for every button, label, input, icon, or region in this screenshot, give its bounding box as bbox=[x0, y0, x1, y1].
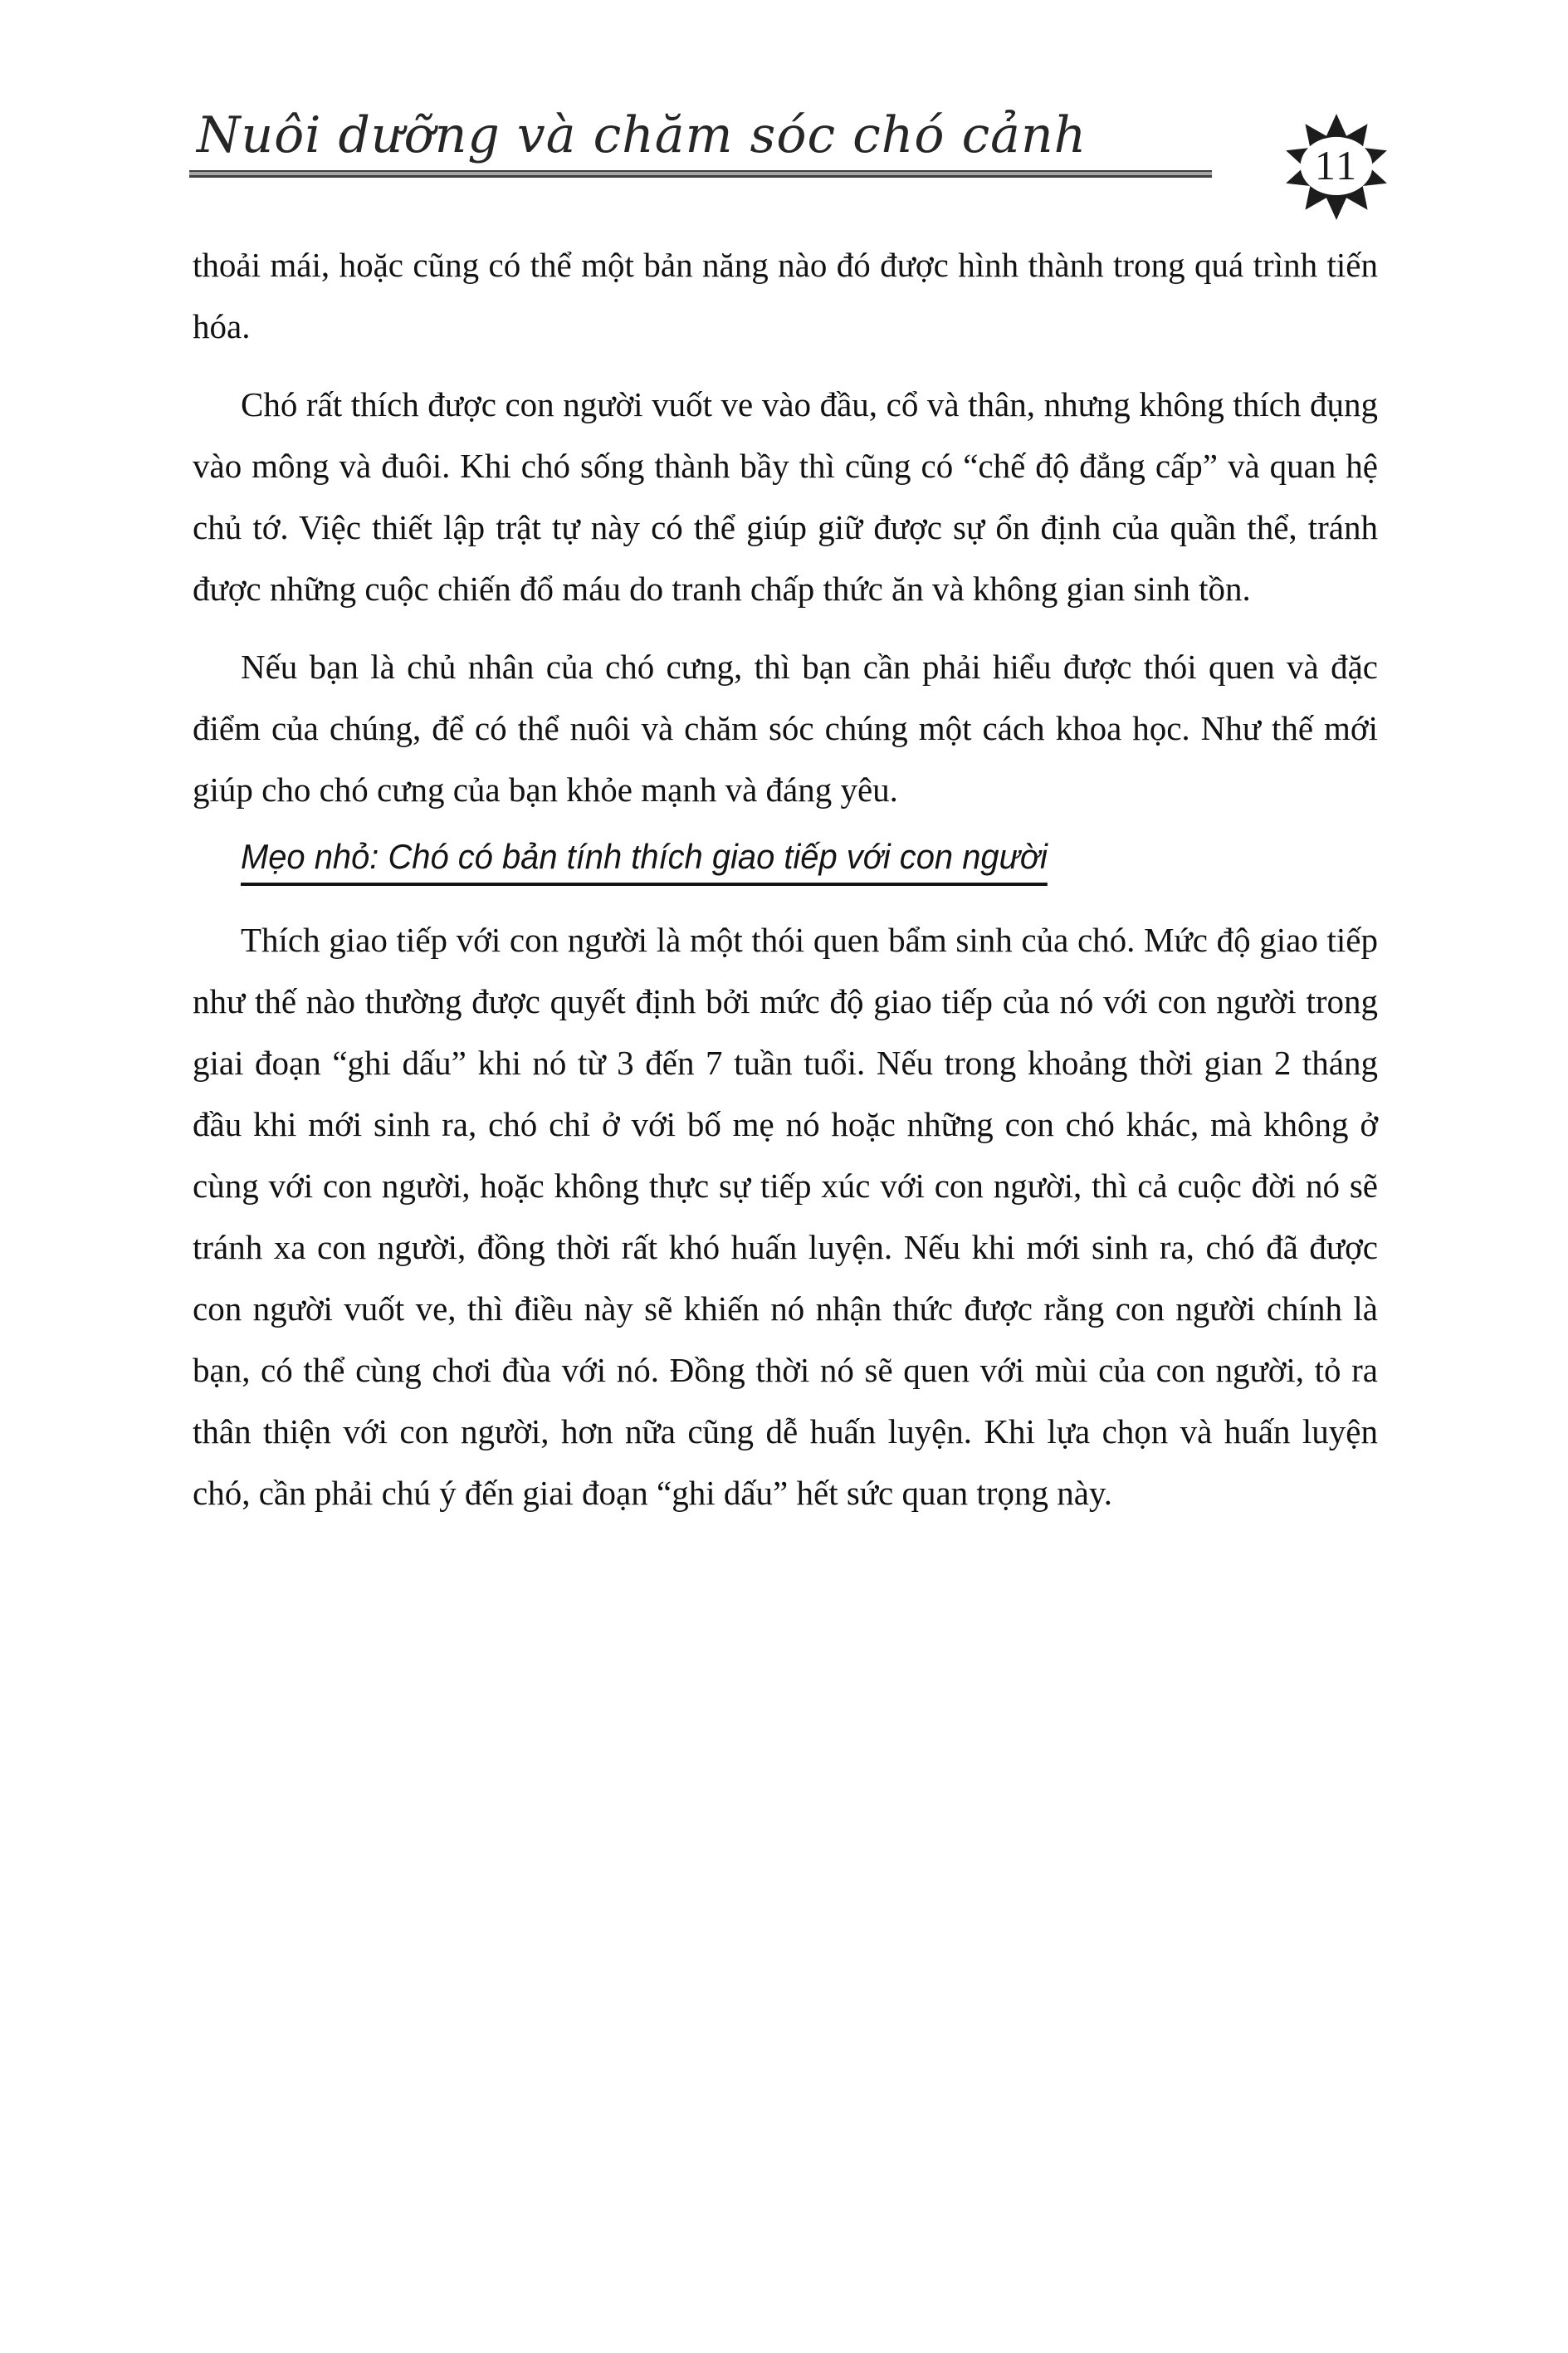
page-number: 11 bbox=[1314, 142, 1359, 188]
tip-heading bbox=[241, 837, 1378, 886]
paragraph: Nếu bạn là chủ nhân của chó cưng, thì bạn cần phải hiểu được thói quen và đặc điểm của chúng, để có thể nuôi và chăm sóc chúng một cách khoa học. Như thế mới giúp cho chó cưng của bạn khỏe mạnh và đáng yêu. bbox=[193, 648, 1378, 809]
page-number-badge bbox=[1282, 113, 1390, 221]
tip-heading-text: Mẹo nhỏ: Chó có bản tính thích giao tiếp với con người bbox=[241, 837, 1048, 886]
paragraph: Chó rất thích được con người vuốt ve vào đầu, cổ và thân, nhưng không thích đụng vào mông và đuôi. Khi chó sống thành bầy thì cũng có “chế độ đẳng cấp” và quan hệ chủ tớ. Việc thiết lập trật tự này có thể giúp giữ được sự ổn định của quần thể, tránh được những cuộc chiến đổ máu do tranh chấp thức ăn và không gian sinh tồn. bbox=[193, 385, 1378, 608]
paragraph-continuation: thoải mái, hoặc cũng có thể một bản năng nào đó được hình thành trong quá trình tiến hóa. bbox=[193, 246, 1378, 345]
running-head-title: Nuôi dưỡng và chăm sóc chó cảnh bbox=[197, 106, 1087, 164]
page-body bbox=[193, 234, 1378, 1540]
header-rule bbox=[189, 170, 1212, 178]
paragraph: Thích giao tiếp với con người là một thói quen bẩm sinh của chó. Mức độ giao tiếp như thế nào thường được quyết định bởi mức độ giao tiếp của nó với con người trong giai đoạn “ghi dấu” khi nó từ 3 đến 7 tuần tuổi. Nếu trong khoảng thời gian 2 tháng đầu khi mới sinh ra, chó chỉ ở với bố mẹ nó hoặc những con chó khác, mà không ở cùng với con người, hoặc không thực sự tiếp xúc với con người, thì cả cuộc đời nó sẽ tránh xa con người, đồng thời rất khó huấn luyện. Nếu khi mới sinh ra, chó đã được con người vuốt ve, thì điều này sẽ khiến nó nhận thức được rằng con người chính là bạn, có thể cùng chơi đùa với nó. Đồng thời nó sẽ quen với mùi của con người, tỏ ra thân thiện với con người, hơn nữa cũng dễ huấn luyện. Khi lựa chọn và huấn luyện chó, cần phải chú ý đến giai đoạn “ghi dấu” hết sức quan trọng này. bbox=[193, 921, 1378, 1512]
